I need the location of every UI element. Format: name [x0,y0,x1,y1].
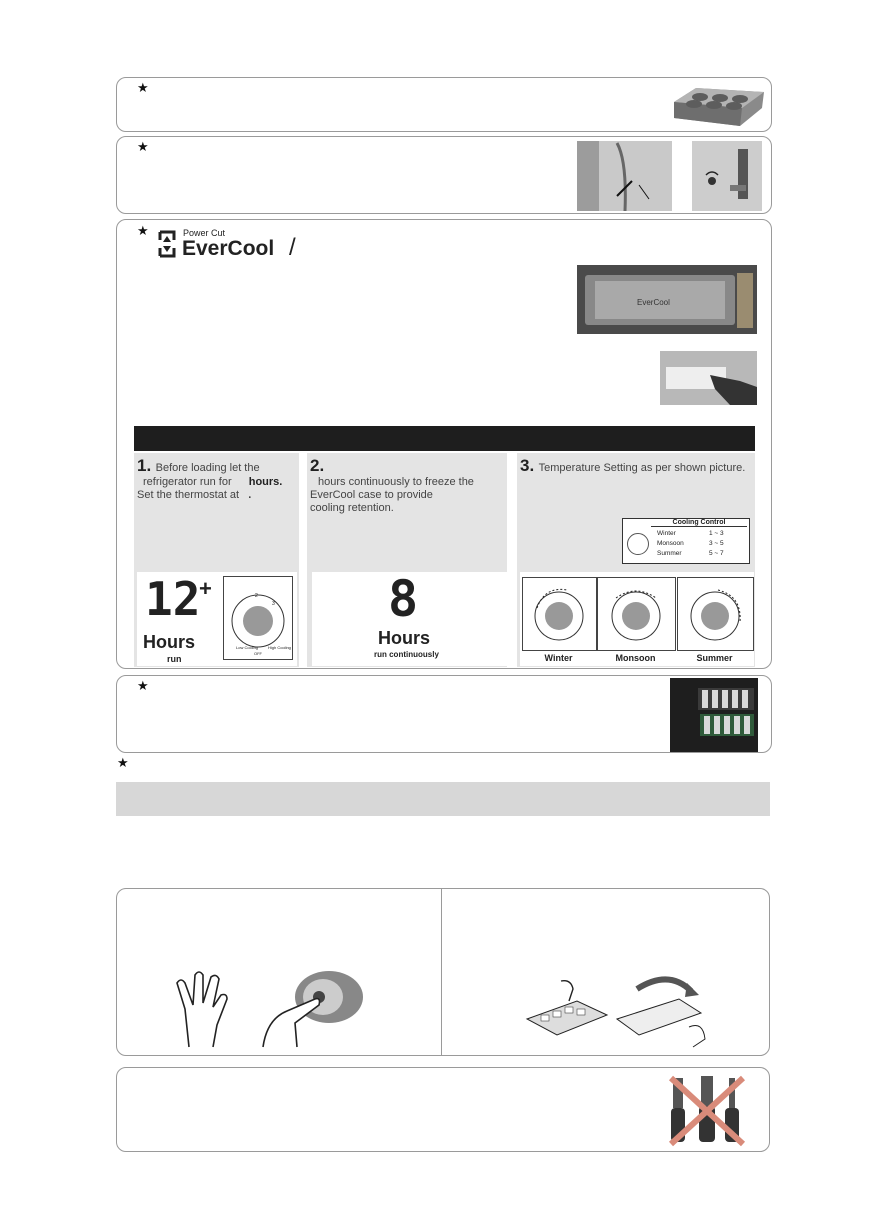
hours-label-2: Hours [378,628,431,648]
ice-tray-twist-icon [609,969,709,1049]
cooling-row-winter: Winter 1 ~ 3 [657,530,724,537]
run-label: run [167,654,182,664]
cooling-row-monsoon: Monsoon 3 ~ 5 [657,540,724,547]
dial-winter [522,577,597,651]
star-bullet-icon: ★ [137,81,149,96]
star-bullet-icon: ★ [117,756,129,771]
step-1-line-3: hours. [248,476,283,488]
power-cut-label: Power Cut [183,228,226,238]
ice-tray-fill-icon [521,979,611,1049]
plus-sign: + [199,576,212,601]
cooling-control-table [622,518,750,564]
door-gasket-image [577,141,672,211]
star-bullet-icon: ★ [137,224,149,239]
wet-hands-icon [169,969,239,1049]
egg-tray-note-box [116,77,772,132]
season-label-summer: Summer [696,653,733,663]
step-2-text [310,456,505,515]
svg-text:EverCool: EverCool [637,298,670,307]
svg-text:Low Cooling: Low Cooling [236,645,259,650]
step-1-number: 1. [137,456,152,475]
evercool-section-box [116,219,772,669]
dial-summer [677,577,754,651]
ice-tray-instructions-box [116,888,770,1056]
eight-digit: 8 [388,570,419,628]
no-sharp-tools-box [116,1067,770,1152]
finger-press-icon [257,959,367,1049]
step-2-line-2: EverCool case to provide [310,489,433,501]
step-1-text [137,456,297,502]
door-handle-image [692,141,762,211]
evercool-logo [157,226,307,260]
thermostat-dial-step1 [223,576,293,660]
step-1-line-5: . [248,489,252,501]
svg-text:3: 3 [272,601,275,607]
egg-tray-image [670,84,765,130]
door-handle-note-box [116,136,772,214]
step-2-illustration [312,572,507,666]
step-2-number: 2. [310,456,325,475]
step-1-line-4: Set the thermostat at [137,489,240,501]
hours-label: Hours [143,632,196,652]
steps-header-bar [134,426,755,451]
step-3-line-1: Temperature Setting as per shown picture. [538,462,746,474]
column-divider [441,889,442,1055]
evercool-case-image [577,265,757,334]
twelve-digits: 12 [145,572,201,626]
step-1-line-1: Before loading let the [155,462,260,474]
door-bottles-note-box [116,675,772,753]
svg-text:OFF: OFF [254,651,262,656]
star-bullet-icon: ★ [137,679,149,694]
evercool-slash: / [289,234,296,261]
season-label-monsoon: Monsoon [615,653,656,663]
section-header-bar [116,782,770,816]
door-bottles-image [670,678,758,752]
step-1-illustration [137,572,297,666]
run-continuously-label: run continuously [374,650,439,659]
step-3-number: 3. [520,456,535,475]
step-2-line-3: cooling retention. [310,502,394,514]
evercool-removal-image [660,351,757,405]
thermostat-hand-icon [627,533,649,555]
no-sharp-tools-icon [667,1072,747,1150]
cooling-control-title: Cooling Control [651,519,747,527]
cooling-row-summer: Summer 5 ~ 7 [657,550,724,557]
step-1-line-2: refrigerator run for [143,476,232,488]
evercool-brand: EverCool [182,237,275,260]
power-cut-arrows-icon [157,230,177,258]
step-3-text [520,456,755,476]
star-bullet-icon: ★ [137,140,149,155]
step-2-line-1: hours continuously to freeze the [318,476,474,488]
svg-text:2: 2 [255,593,258,599]
season-label-winter: Winter [544,653,573,663]
svg-text:High Cooling: High Cooling [268,645,291,650]
dial-monsoon [597,577,676,651]
